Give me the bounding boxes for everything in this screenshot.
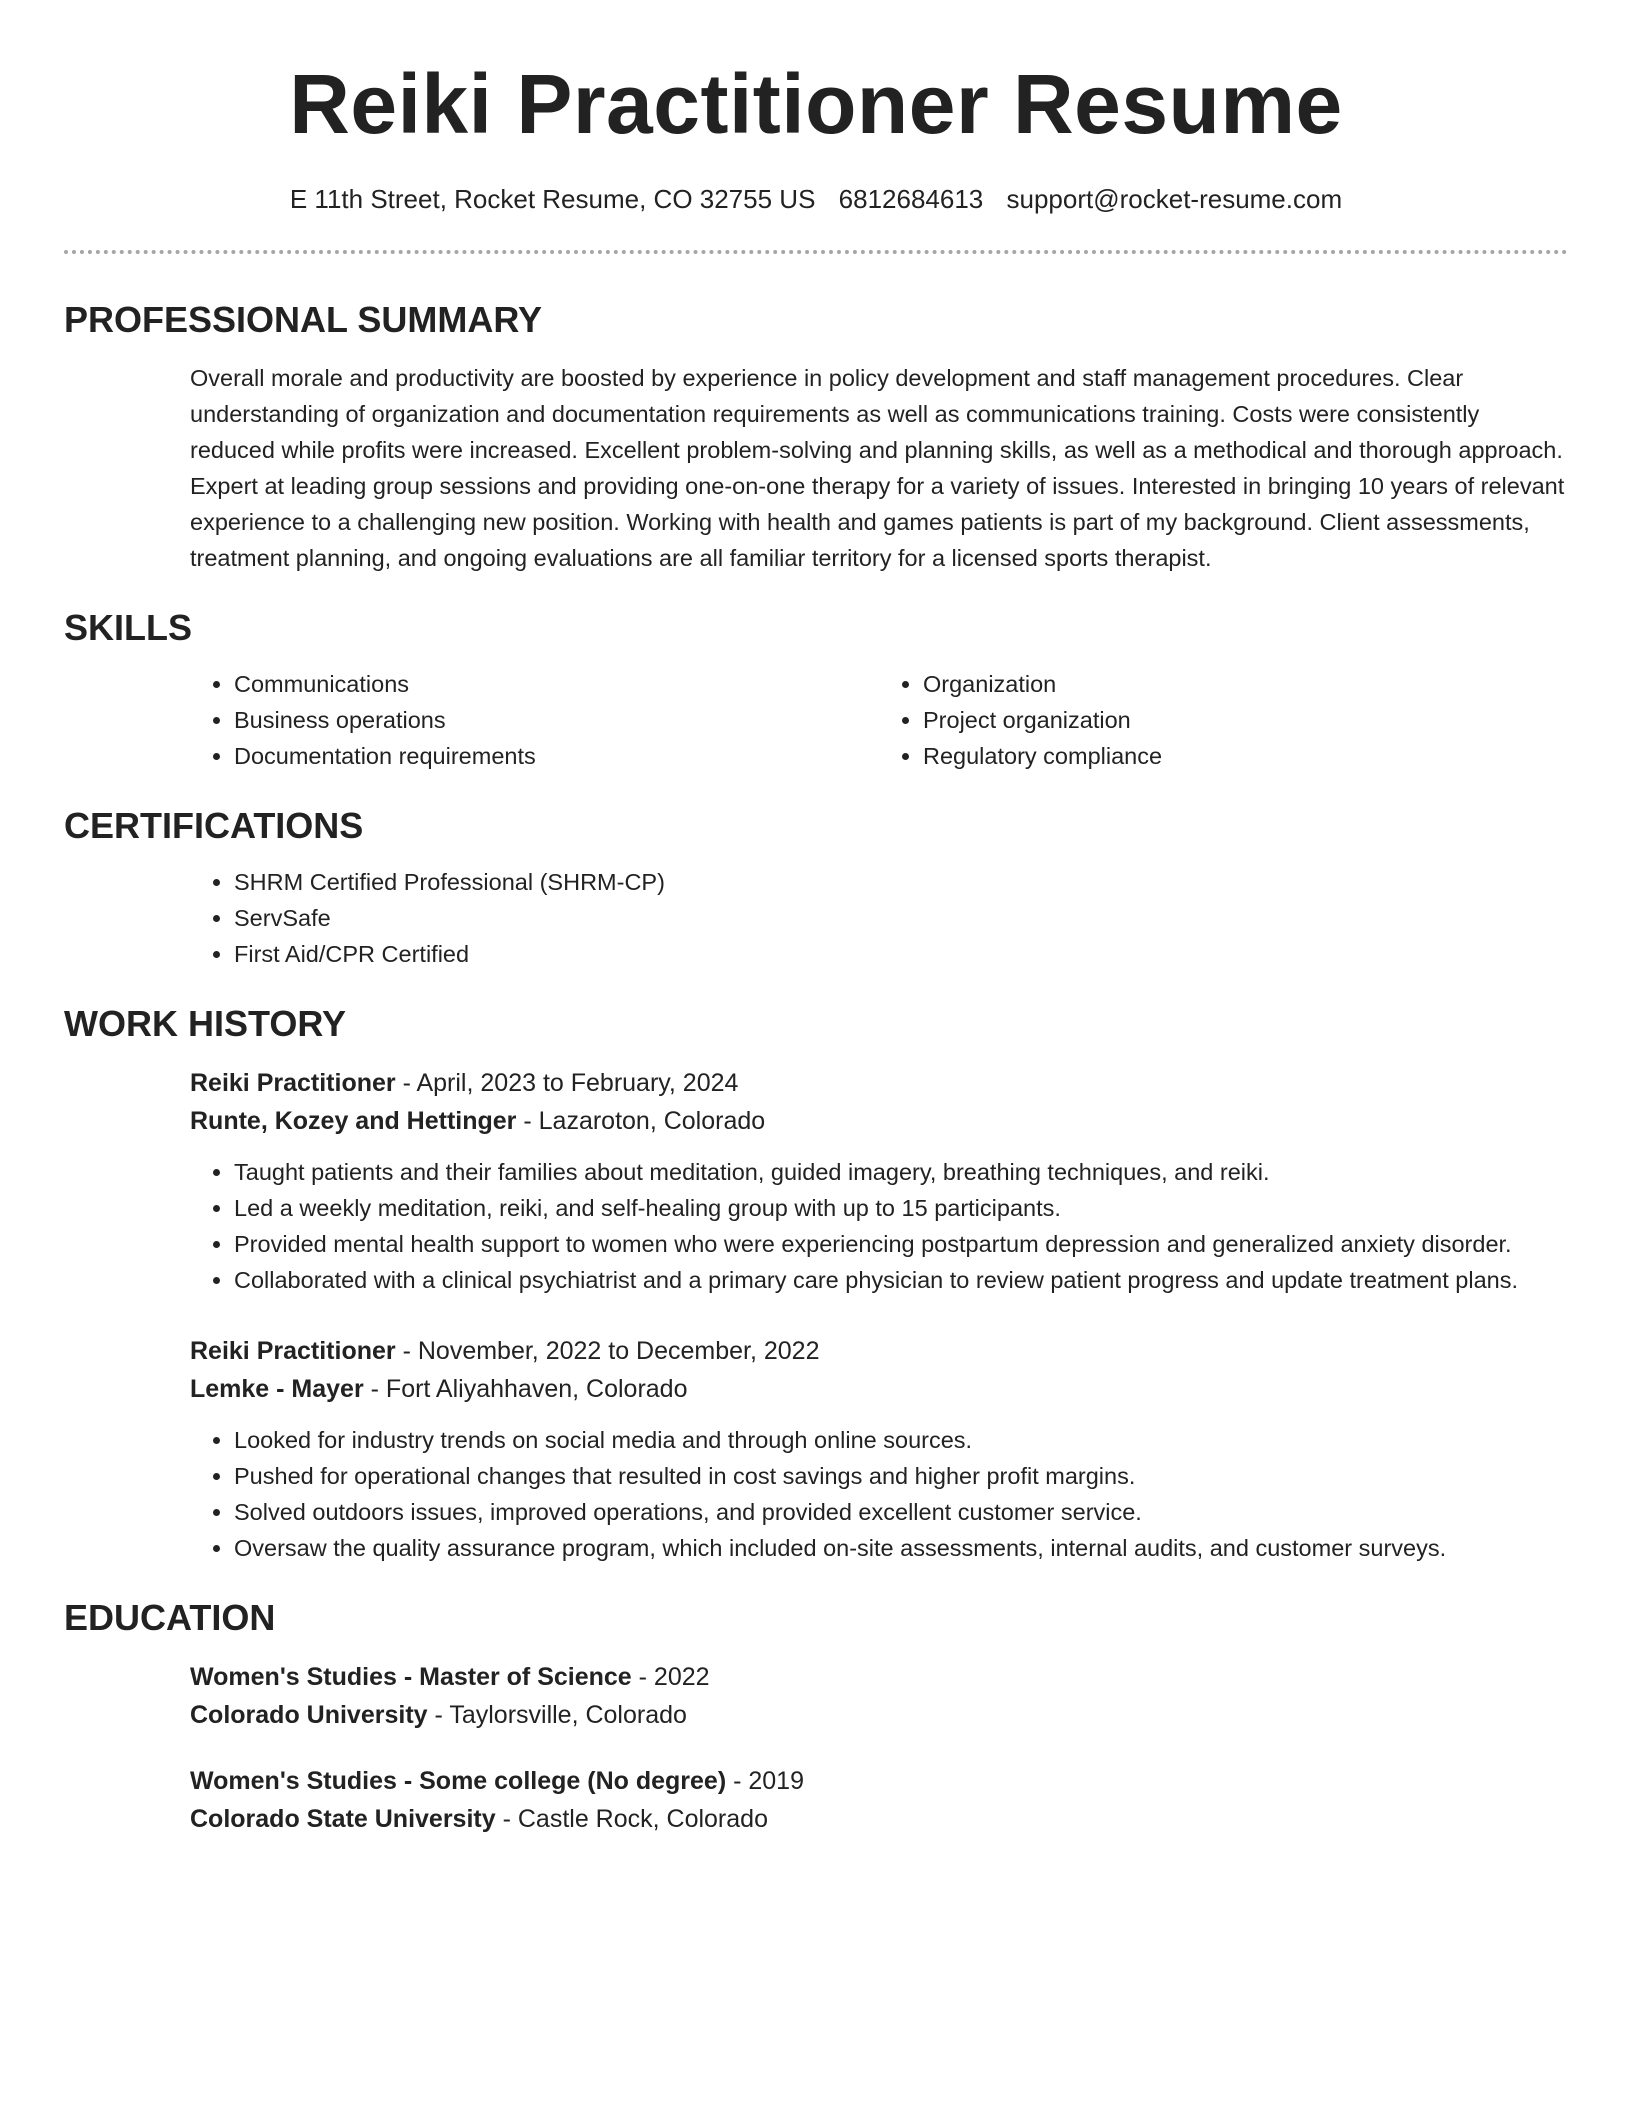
certifications-body bbox=[190, 864, 1568, 972]
education-year: - 2019 bbox=[726, 1767, 804, 1795]
skills-list-left bbox=[190, 666, 879, 774]
education-degree-line bbox=[190, 1762, 1568, 1800]
section-title-skills: SKILLS bbox=[64, 607, 193, 648]
job-entry bbox=[190, 1064, 1568, 1298]
job-dates: - April, 2023 to February, 2024 bbox=[395, 1069, 739, 1097]
section-skills bbox=[64, 606, 1568, 774]
skill-item: • Organization bbox=[923, 666, 1568, 702]
education-entry bbox=[190, 1762, 1568, 1838]
job-role-line bbox=[190, 1064, 1568, 1102]
education-degree: Women's Studies - Some college (No degree) bbox=[190, 1767, 727, 1795]
certification-item: • ServSafe bbox=[234, 900, 1568, 936]
job-location: - Lazaroton, Colorado bbox=[516, 1107, 766, 1135]
contact-line bbox=[64, 182, 1568, 216]
contact-address: E 11th Street, Rocket Resume, CO 32755 US bbox=[289, 184, 816, 214]
skill-item: • Regulatory compliance bbox=[923, 738, 1568, 774]
job-bullet: • Solved outdoors issues, improved operations, and provided excellent customer service. bbox=[234, 1494, 1568, 1530]
certifications-list bbox=[190, 864, 1568, 972]
certification-item: • SHRM Certified Professional (SHRM-CP) bbox=[234, 864, 1568, 900]
job-bullet: • Looked for industry trends on social media and through online sources. bbox=[234, 1422, 1568, 1458]
certification-item: • First Aid/CPR Certified bbox=[234, 936, 1568, 972]
contact-phone: 6812684613 bbox=[838, 184, 984, 214]
skill-item: • Project organization bbox=[923, 702, 1568, 738]
work-history-body bbox=[190, 1064, 1568, 1566]
contact-email: support@rocket-resume.com bbox=[1006, 184, 1343, 214]
skill-item: • Business operations bbox=[234, 702, 879, 738]
job-company: Lemke - Mayer bbox=[190, 1375, 364, 1403]
job-bullet: • Taught patients and their families about meditation, guided imagery, breathing techniques, and reiki. bbox=[234, 1154, 1568, 1190]
skills-list-right bbox=[879, 666, 1568, 774]
education-entry bbox=[190, 1658, 1568, 1734]
section-work-history bbox=[64, 1002, 1568, 1566]
job-company: Runte, Kozey and Hettinger bbox=[190, 1107, 517, 1135]
section-title-education: EDUCATION bbox=[64, 1597, 276, 1638]
skills-grid bbox=[190, 666, 1568, 774]
job-entry bbox=[190, 1332, 1568, 1566]
section-certifications bbox=[64, 804, 1568, 972]
job-role: Reiki Practitioner bbox=[190, 1337, 396, 1365]
education-school: Colorado State University bbox=[190, 1805, 496, 1833]
education-school-line bbox=[190, 1800, 1568, 1838]
job-bullet: • Collaborated with a clinical psychiatrist and a primary care physician to review patient progress and update treatment plans. bbox=[234, 1262, 1568, 1298]
skill-item: • Communications bbox=[234, 666, 879, 702]
education-degree: Women's Studies - Master of Science bbox=[190, 1663, 632, 1691]
job-dates: - November, 2022 to December, 2022 bbox=[395, 1337, 820, 1365]
job-role-line bbox=[190, 1332, 1568, 1370]
education-school: Colorado University bbox=[190, 1701, 428, 1729]
job-company-line bbox=[190, 1102, 1568, 1140]
job-bullet: • Oversaw the quality assurance program, which included on-site assessments, internal audits, and customer surveys. bbox=[234, 1530, 1568, 1566]
job-company-line bbox=[190, 1370, 1568, 1408]
resume-title: Reiki Practitioner Resume bbox=[289, 57, 1343, 151]
section-title-work-history: WORK HISTORY bbox=[64, 1003, 347, 1044]
job-role: Reiki Practitioner bbox=[190, 1069, 396, 1097]
job-bullets bbox=[190, 1154, 1568, 1298]
section-title-certifications: CERTIFICATIONS bbox=[64, 805, 364, 846]
section-professional-summary bbox=[64, 298, 1568, 576]
education-year: - 2022 bbox=[631, 1663, 710, 1691]
education-location: - Taylorsville, Colorado bbox=[427, 1701, 687, 1729]
job-bullet: • Pushed for operational changes that resulted in cost savings and higher profit margins. bbox=[234, 1458, 1568, 1494]
education-school-line bbox=[190, 1696, 1568, 1734]
education-body bbox=[190, 1658, 1568, 1838]
section-education bbox=[64, 1596, 1568, 1838]
section-title-summary: PROFESSIONAL SUMMARY bbox=[64, 299, 543, 340]
skill-item: • Documentation requirements bbox=[234, 738, 879, 774]
job-bullet: • Provided mental health support to women who were experiencing postpartum depression and generalized anxiety disorder. bbox=[234, 1226, 1568, 1262]
job-bullets bbox=[190, 1422, 1568, 1566]
header-divider bbox=[64, 250, 1568, 254]
education-degree-line bbox=[190, 1658, 1568, 1696]
job-bullet: • Led a weekly meditation, reiki, and self-healing group with up to 15 participants. bbox=[234, 1190, 1568, 1226]
job-location: - Fort Aliyahhaven, Colorado bbox=[363, 1375, 688, 1403]
summary-body bbox=[190, 360, 1568, 576]
summary-text: Overall morale and productivity are boosted by experience in policy development and staff management procedures. Clear understanding of organization and documentation requirements as well as communications training. Costs were consistently reduced while profits were increased. Excellent problem-solving and planning skills, as well as a methodical and thorough approach. Expert at leading group sessions and providing one-on-one therapy for a variety of issues. Interested in bringing 10 years of relevant experience to a challenging new position. Working with health and games patients is part of my background. Client assessments, treatment planning, and ongoing evaluations are all familiar territory for a licensed sports therapist. bbox=[190, 365, 1565, 571]
education-location: - Castle Rock, Colorado bbox=[495, 1805, 768, 1833]
